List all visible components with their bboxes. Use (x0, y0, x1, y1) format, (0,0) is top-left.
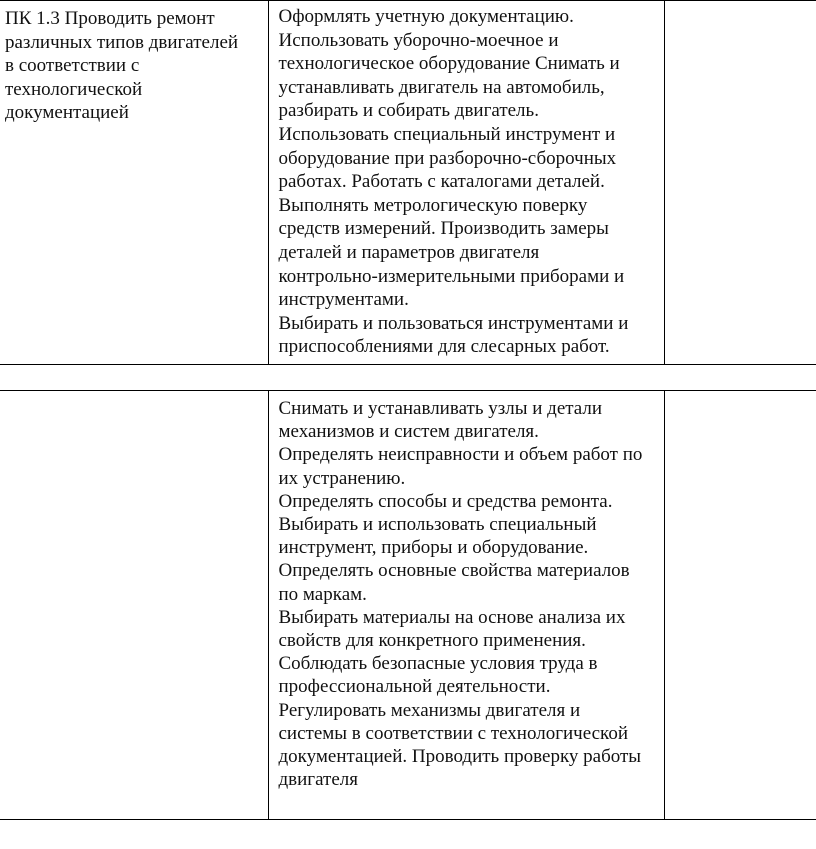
competency-cell (0, 1, 268, 365)
extra-text (665, 391, 816, 397)
competency-text (0, 391, 268, 397)
table-row (0, 1, 816, 365)
skills-cell (268, 1, 664, 365)
skills-text: Снимать и устанавливать узлы и детали механизмов и систем двигателя. Определять неисправности и объем работ по их устранению. Определять способы и средства ремонта. Выбирать и использовать специальный инструмент, приборы и оборудование. Определять основные свойства материалов по маркам. Выбирать материалы на основе анализа их свойств для конкретного применения. Соблюдать безопасные условия труда в профессиональной деятельности. Регулировать механизмы двигателя и системы в соответствии с технологической документацией. Проводить проверку работы двигателя (278, 398, 643, 791)
competency-table-top (0, 0, 816, 365)
extra-text (665, 1, 816, 7)
competency-table-bottom (0, 390, 816, 820)
skills-cell (268, 391, 664, 820)
extra-cell (664, 1, 816, 365)
competency-cell (0, 391, 268, 820)
table-row (0, 391, 816, 820)
skills-text: Оформлять учетную документацию. Использовать уборочно-моечное и технологическое оборудование Снимать и устанавливать двигатель на автомобиль, разбирать и собирать двигатель. Использовать специальный инструмент и оборудование при разборочно-сборочных работах. Работать с каталогами деталей. Выполнять метрологическую поверку средств измерений. Производить замеры деталей и параметров двигателя контрольно-измерительными приборами и инструментами. Выбирать и пользоваться инструментами и приспособлениями для слесарных работ. (278, 6, 629, 358)
competency-text: ПК 1.3 Проводить ремонт различных типов двигателей в соответствии с технологической документацией (5, 8, 239, 123)
extra-cell (664, 391, 816, 820)
